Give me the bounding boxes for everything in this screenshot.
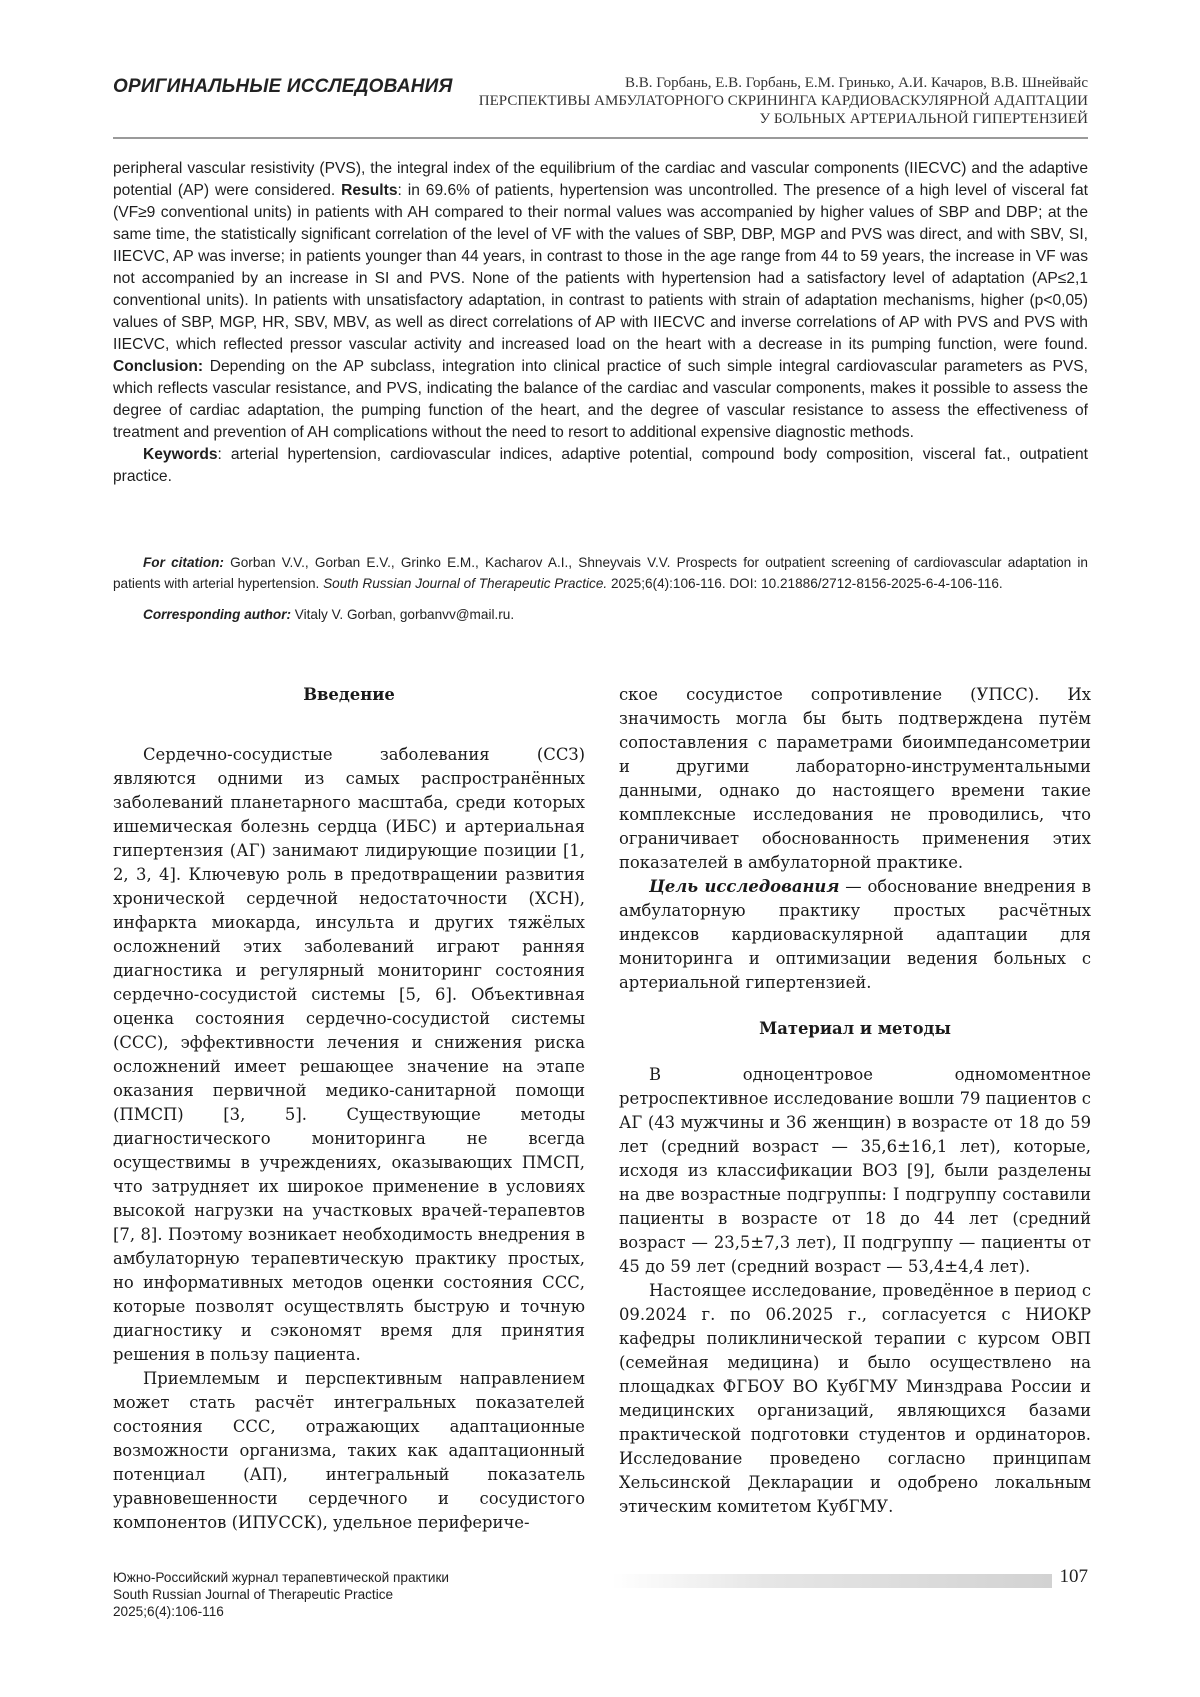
abstract-paragraph <box>113 158 1088 444</box>
header-title-line2: У БОЛЬНЫХ АРТЕРИАЛЬНОЙ ГИПЕРТЕНЗИЕЙ <box>759 111 1088 127</box>
citation-journal: South Russian Journal of Therapeutic Practice. <box>323 576 608 591</box>
intro-heading: Введение <box>303 685 395 704</box>
citation-doi[interactable]: 2025;6(4):106-116. DOI: 10.21886/2712-8156-2025-6-4-106-116. <box>610 576 1003 591</box>
for-citation <box>113 552 1088 594</box>
right-column <box>619 683 1091 1519</box>
intro-paragraph-continued: ское сосудистое сопротивление (УПСС). Их значимость могла бы быть подтверждена путём сопоставления с параметрами биоимпедансометрии и другими лабораторно-инструментальными данными, однако до настоящего времени такие комплексные исследования не проводились, что ограничивает обоснованность применения этих показателей в амбулаторной практике. <box>619 685 1091 872</box>
results-label: Results <box>341 182 398 199</box>
footer-gradient-bar <box>612 1574 1052 1588</box>
corresponding-text[interactable]: Vitaly V. Gorban, gorbanvv@mail.ru. <box>294 607 515 622</box>
left-column <box>113 683 585 1535</box>
aim-paragraph <box>619 875 1091 995</box>
results-text: : in 69.6% of patients, hypertension was uncontrolled. The presence of a high level of visceral fat (VF≥9 conventional units) in patients with AH compared to their normal values was accompanied by higher values of SBP and DBP; at the same time, the statistically significant correlation of the level of VF with the values of SBP, DBP, MGP and PVS was direct, and with SBV, SI, IIECVC, AP was inverse; in patients younger than 44 years, in contrast to those in the age range from 44 to 59 years, the increase in VF was not accompanied by an increase in SI and PVS. None of the patients with hypertension had a satisfactory level of adaptation (AP≤2,1 conventional units). In patients with unsatisfactory adaptation, in contrast to patients with strain of adaptation mechanisms, higher (p<0,05) values of SBP, MGP, HR, SBV, MBV, as well as direct correlations of AP with IIECVC and inverse correlations of AP with PVS and PVS with IIECVC, which reflected pressor vascular activity and increased load on the heart with a decrease in its pumping function, were found. <box>113 182 1089 353</box>
citation-label: For citation: <box>143 555 224 570</box>
keywords <box>113 444 1088 488</box>
corresponding-label: Corresponding author: <box>143 607 292 622</box>
footer-journal <box>113 1569 449 1620</box>
keywords-label: Keywords <box>143 446 218 463</box>
header-title-line1: ПЕРСПЕКТИВЫ АМБУЛАТОРНОГО СКРИНИНГА КАРДИОВАСКУЛЯРНОЙ АДАПТАЦИИ <box>478 93 1088 109</box>
methods-paragraph-1: В одноцентровое одномоментное ретроспективное исследование вошли 79 пациентов с АГ (43 мужчины и 36 женщин) в возрасте от 18 до 59 лет (средний возраст — 35,6±16,1 лет), которые, исходя из классификации ВОЗ [9], были разделены на две возрастные подгруппы: I подгруппу составили пациенты в возрасте от 18 до 44 лет (средний возраст — 23,5±7,3 лет), II подгруппу — пациенты от 45 до 59 лет (средний возраст — 53,4±4,4 лет). <box>619 1065 1091 1276</box>
citation-block <box>113 552 1088 625</box>
page-number: 107 <box>1059 1566 1088 1587</box>
header-divider <box>113 137 1088 139</box>
conclusion-text: Depending on the AP subclass, integration into clinical practice of such simple integral cardiovascular parameters as PVS, which reflects vascular resistance, and PVS, indicating the balance of the cardiac and vascular components, makes it possible to assess the degree of cardiac adaptation, the pumping function of the heart, and the degree of vascular resistance to assess the effectiveness of treatment and prevention of AH complications without the need to resort to additional expensive diagnostic methods. <box>113 358 1088 441</box>
footer-journal-en: South Russian Journal of Therapeutic Practice <box>113 1587 394 1602</box>
header-authors: В.В. Горбань, Е.В. Горбань, Е.М. Гринько, А.И. Качаров, В.В. Шнейвайс <box>625 75 1088 91</box>
footer-journal-ru: Южно-Российский журнал терапевтической практики <box>113 1570 449 1585</box>
intro-paragraph-1: Сердечно-сосудистые заболевания (ССЗ) являются одними из самых распространённых заболеваний планетарного масштаба, среди которых ишемическая болезнь сердца (ИБС) и артериальная гипертензия (АГ) занимают лидирующие позиции [1, 2, 3, 4]. Ключевую роль в предотвращении развития хронической сердечной недостаточности (ХСН), инфаркта миокарда, инсульта и других тяжёлых осложнений этих заболеваний играют ранняя диагностика и регулярный мониторинг состояния сердечно-сосудистой системы [5, 6]. Объективная оценка состояния сердечно-сосудистой системы (ССС), эффективности лечения и снижения риска осложнений имеет решающее значение на этапе оказания первичной медико-санитарной помощи (ПМСП) [3, 5]. Существующие методы диагностического мониторинга не всегда осуществимы в учреждениях, оказывающих ПМСП, что затрудняет их широкое применение в условиях высокой нагрузки на участковых врачей-терапевтов [7, 8]. Поэтому возникает необходимость внедрения в амбулаторную терапевтическую практику простых, но информативных методов оценки состояния ССС, которые позволят осуществлять быструю и точную диагностику и сэкономят время для принятия решения в пользу пациента. <box>113 745 585 1364</box>
footer-issue: 2025;6(4):106-116 <box>113 1604 224 1619</box>
aim-label: Цель исследования <box>649 877 840 896</box>
abstract-english <box>113 158 1088 488</box>
methods-heading: Материал и методы <box>759 1019 951 1038</box>
section-label: ОРИГИНАЛЬНЫЕ ИССЛЕДОВАНИЯ <box>113 76 453 97</box>
methods-paragraph-2: Настоящее исследование, проведённое в период с 09.2024 г. по 06.2025 г., согласуется с НИОКР кафедры поликлинической терапии с курсом ОВП (семейная медицина) и было осуществлено на площадках ФГБОУ ВО КубГМУ Минздрава России и медицинских организаций, являющихся базами практической подготовки студентов и ординаторов. Исследование проведено согласно принципам Хельсинской Декларации и одобрено локальным этическим комитетом КубГМУ. <box>619 1281 1091 1516</box>
intro-paragraph-2: Приемлемым и перспективным направлением может стать расчёт интегральных показателей состояния ССС, отражающих адаптационные возможности организма, таких как адаптационный потенциал (АП), интегральный показатель уравновешенности сердечного и сосудистого компонентов (ИПУССК), удельное перифериче- <box>113 1369 585 1532</box>
citation-text: Gorban V.V., Gorban E.V., Grinko E.M., Kacharov A.I., Shneyvais V.V. Prospects for outpatient screening of cardiovascular adaptation in patients with arterial hypertension. <box>113 555 1088 591</box>
corresponding-author <box>113 604 1088 625</box>
aim-text: — обоснование внедрения в амбулаторную практику простых расчётных индексов кардиоваскулярной адаптации для мониторинга и оптимизации ведения больных с артериальной гипертензией. <box>619 877 1091 992</box>
running-header <box>479 74 1088 128</box>
abstract-methods-end: peripheral vascular resistivity (PVS), the integral index of the equilibrium of the cardiac and vascular components (IIECVC) and the adaptive potential (AP) were considered. <box>113 160 1088 199</box>
keywords-text: : arterial hypertension, cardiovascular indices, adaptive potential, compound body composition, visceral fat., outpatient practice. <box>113 446 1088 485</box>
conclusion-label: Conclusion: <box>113 358 204 375</box>
